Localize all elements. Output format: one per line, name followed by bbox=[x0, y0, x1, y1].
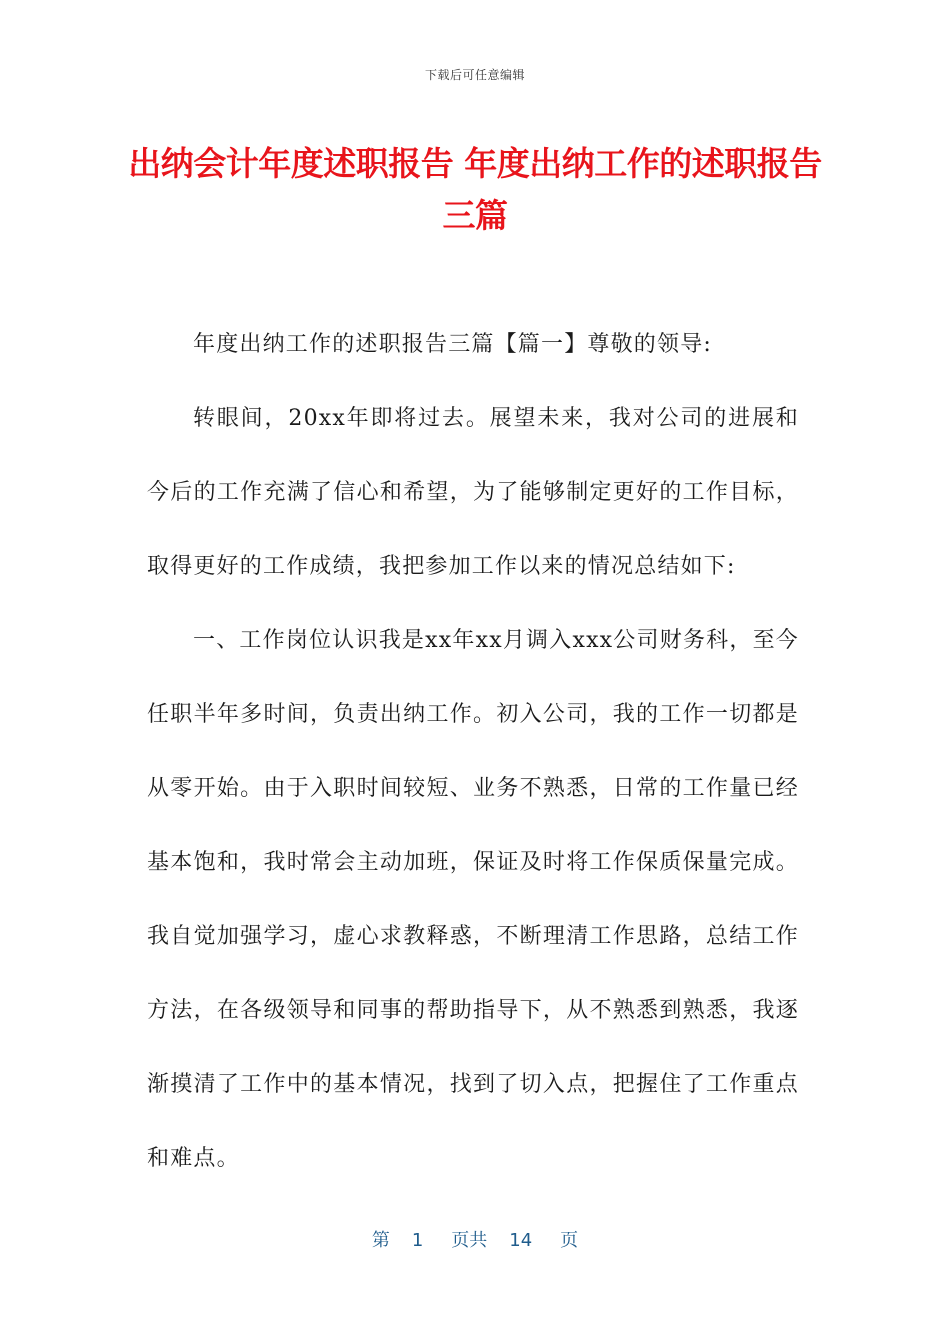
document-title: 出纳会计年度述职报告 年度出纳工作的述职报告三篇 bbox=[128, 144, 822, 235]
paragraph: 年度出纳工作的述职报告三篇【篇一】尊敬的领导: bbox=[193, 332, 713, 357]
total-page-count: 14 bbox=[509, 1230, 533, 1251]
footer-prefix: 第 bbox=[371, 1230, 390, 1251]
page-footer bbox=[0, 1226, 950, 1252]
header-note: 下载后可任意编辑 bbox=[424, 68, 525, 82]
footer-middle: 页共 bbox=[451, 1230, 488, 1251]
current-page-number: 1 bbox=[411, 1230, 424, 1251]
paragraph: 转眼间，20xx年即将过去。展望未来，我对公司的进展和今后的工作充满了信心和希望，为了能够制定更好的工作目标，取得更好的工作成绩，我把参加工作以来的情况总结如下: bbox=[147, 406, 799, 579]
paragraph: 一、工作岗位认识我是xx年xx月调入xxx公司财务科，至今任职半年多时间，负责出纳工作。初入公司，我的工作一切都是从零开始。由于入职时间较短、业务不熟悉，日常的工作量已经基本饱和，我时常会主动加班，保证及时将工作保质保量完成。我自觉加强学习，虚心求教释惑，不断理清工作思路，总结工作方法，在各级领导和同事的帮助指导下，从不熟悉到熟悉，我逐渐摸清了工作中的基本情况，找到了切入点，把握住了工作重点和难点。 bbox=[147, 628, 799, 1171]
document-body bbox=[147, 308, 799, 1196]
footer-suffix: 页 bbox=[560, 1230, 579, 1251]
